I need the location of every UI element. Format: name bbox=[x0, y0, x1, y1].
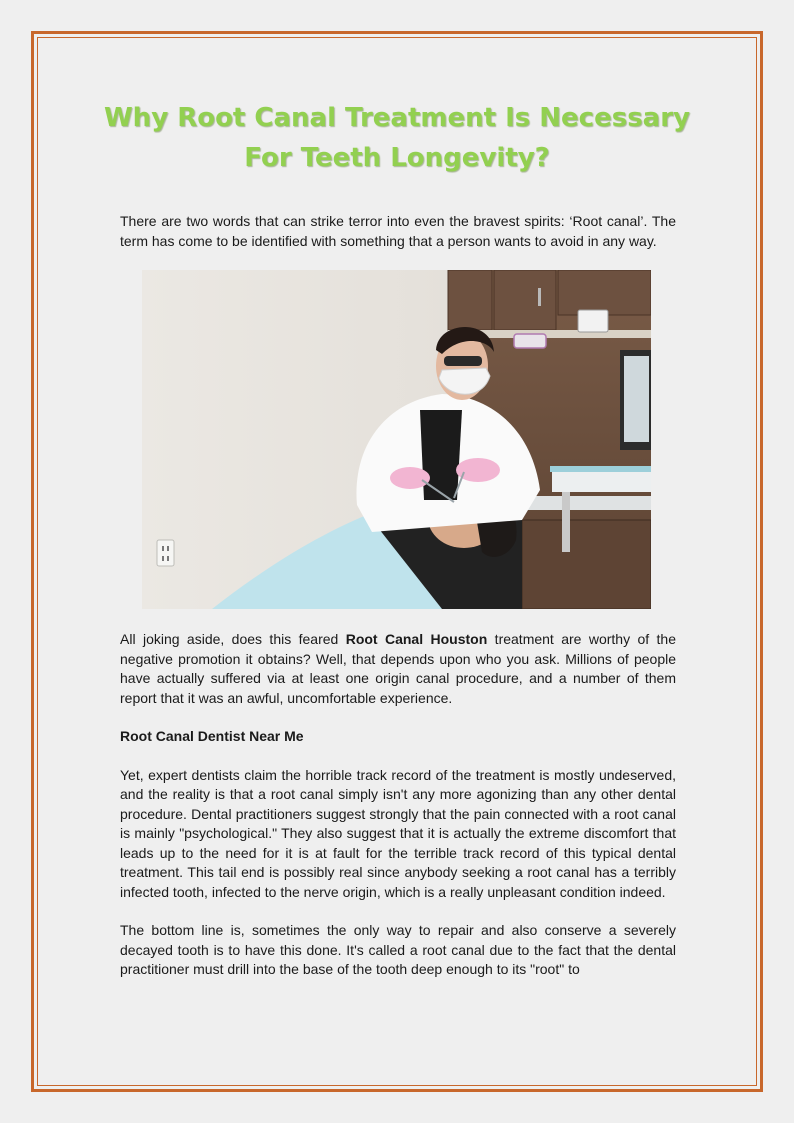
section-heading: Root Canal Dentist Near Me bbox=[120, 728, 304, 744]
title-line-2: For Teeth Longevity? bbox=[244, 143, 550, 173]
paragraph-3: Yet, expert dentists claim the horrible track record of the treatment is mostly undeserved, and the reality is that a root canal simply isn't any more agonizing than any other dental procedure. Dental practitioners suggest strongly that the pain connected with a root canal is mainly "psychological." They also suggest that it is actually the extreme discomfort that leads up to the need for it is at fault for the terrible track record of this typical dental treatment. This tail end is possibly real since anybody seeking a root canal has a terribly infected tooth, infected to the nerve origin, which is a really unpleasant condition indeed. bbox=[120, 766, 676, 900]
paragraph-2-text-before: All joking aside, does this feared bbox=[120, 631, 346, 647]
root-canal-houston-term: Root Canal Houston bbox=[345, 631, 488, 647]
title-line-1: Why Root Canal Treatment Is Necessary bbox=[104, 103, 690, 133]
paragraph-2-text-after: treatment are worthy of the negative promotion it obtains? Well, that depends upon who you ask. Millions of people have actually suffered via at least one origin canal procedure, and a number of them report that it was an awful, uncomfortable experience. bbox=[120, 631, 676, 706]
intro-paragraph: There are two words that can strike terror into even the bravest spirits: ‘Root canal’. The term has come to be identified with something that a person wants to avoid in any way. bbox=[120, 213, 676, 249]
document-body bbox=[120, 212, 676, 980]
dentist-treating-patient-photo bbox=[142, 270, 651, 609]
document-title bbox=[100, 98, 694, 178]
paragraph-2 bbox=[120, 630, 676, 708]
paragraph-4: The bottom line is, sometimes the only way to repair and also conserve a severely decayed tooth is to have this done. It's called a root canal due to the fact that the dental practitioner must drill into the base of the tooth deep enough to its "root" to bbox=[120, 922, 676, 977]
